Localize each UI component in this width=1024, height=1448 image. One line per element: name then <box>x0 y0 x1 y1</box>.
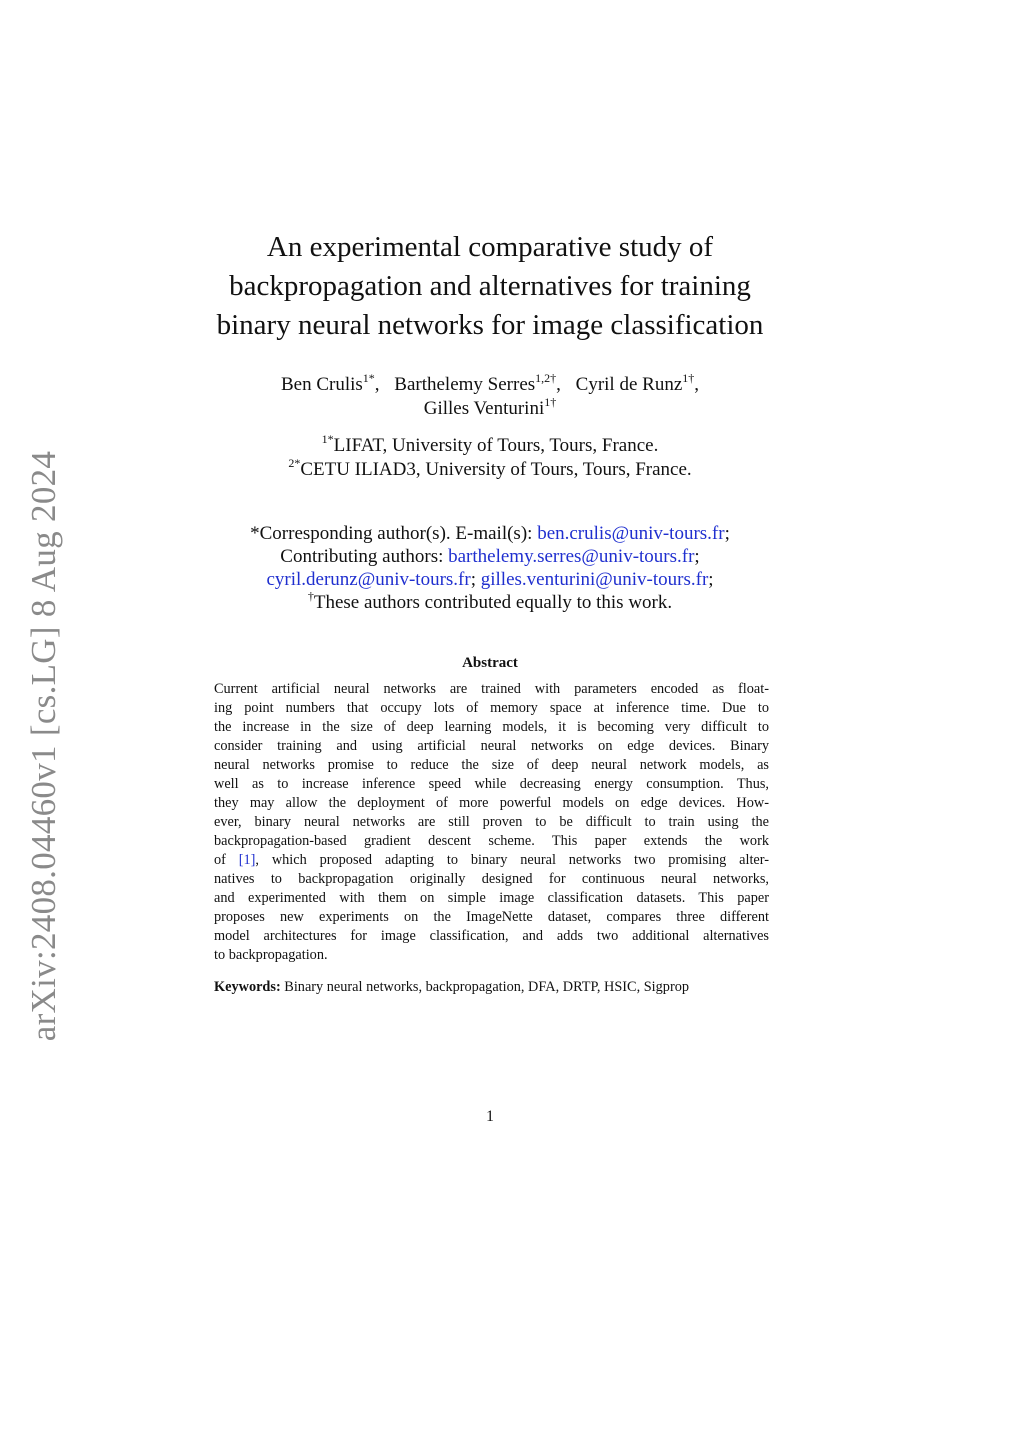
citation-link[interactable]: [1] <box>238 852 256 868</box>
citation-line-suffix: , which proposed adapting to binary neural networks two promising alter- <box>255 852 769 868</box>
abstract-line: ing point numbers that occupy lots of memory space at inference time. Due to <box>214 700 769 716</box>
abstract-line: neural networks promise to reduce the size of deep neural network models, as <box>214 757 769 773</box>
abstract-line: model architectures for image classification, and adds two additional alternatives <box>214 928 769 944</box>
author-name: Cyril de Runz <box>575 374 683 395</box>
contributing-email-link[interactable]: gilles.venturini@univ-tours.fr <box>480 569 709 590</box>
affiliation <box>190 431 790 458</box>
keywords <box>214 978 769 997</box>
affiliation <box>190 455 790 482</box>
abstract-line: well as to increase inference speed while decreasing energy consumption. Thus, <box>214 776 769 792</box>
title-line: An experimental comparative study of <box>266 231 714 263</box>
author-name: Barthelemy Serres <box>394 374 536 395</box>
affiliation-list <box>190 431 790 482</box>
abstract-line: and experimented with them on simple image classification datasets. This paper <box>214 890 769 906</box>
author <box>575 370 700 395</box>
contributing-email-link[interactable]: cyril.derunz@univ-tours.fr <box>266 569 471 590</box>
separator: ; <box>694 546 700 567</box>
separator: ; <box>470 569 481 590</box>
contributing-email-link[interactable]: barthelemy.serres@univ-tours.fr <box>448 546 695 567</box>
title-line: binary neural networks for image classification <box>216 309 764 341</box>
contributing-label: Contributing authors: <box>280 546 449 567</box>
affiliation-mark: 2* <box>288 455 301 470</box>
affiliation-mark: 1* <box>321 431 334 446</box>
affiliation-text: LIFAT, University of Tours, Tours, France. <box>333 435 659 456</box>
author-separator: , <box>374 374 380 395</box>
citation-line-prefix: of <box>214 852 239 868</box>
keywords-text: Binary neural networks, backpropagation, DFA, DRTP, HSIC, Sigprop <box>280 979 689 995</box>
corresponding-email-link[interactable]: ben.crulis@univ-tours.fr <box>537 523 725 544</box>
paper-title <box>190 228 790 345</box>
author-affiliation-mark: 1* <box>362 370 375 385</box>
abstract-line: ever, binary neural networks are still proven to be difficult to train using the <box>214 814 769 830</box>
author-contacts <box>190 522 790 614</box>
abstract-line: the increase in the size of deep learning models, it is becoming very difficult to <box>214 719 769 735</box>
author-name: Gilles Venturini <box>423 398 545 419</box>
author-separator: , <box>556 374 561 395</box>
keywords-label: Keywords: <box>214 979 281 995</box>
abstract-line: proposes new experiments on the ImageNette dataset, compares three different <box>214 909 769 925</box>
abstract-line: to backpropagation. <box>214 947 328 963</box>
author <box>394 370 561 395</box>
arxiv-identifier-stamp: arXiv:2408.04460v1 [cs.LG] 8 Aug 2024 <box>24 450 63 1042</box>
author-affiliation-mark: 1† <box>544 394 557 409</box>
separator: ; <box>708 569 714 590</box>
affiliation-text: CETU ILIAD3, University of Tours, Tours, France. <box>300 459 692 480</box>
author <box>423 394 557 419</box>
author-list <box>190 370 790 421</box>
corresponding-label: *Corresponding author(s). E-mail(s): <box>250 523 538 544</box>
abstract-heading: Abstract <box>462 655 518 671</box>
abstract-line: natives to backpropagation originally designed for continuous neural networks, <box>214 871 769 887</box>
abstract-line: backpropagation-based gradient descent scheme. This paper extends the work <box>214 833 769 849</box>
abstract-body <box>214 680 769 965</box>
author <box>280 370 380 395</box>
abstract-line: consider training and using artificial neural networks on edge devices. Binary <box>214 738 769 754</box>
equal-contribution-mark: † <box>307 588 314 603</box>
equal-contribution-note: These authors contributed equally to this work. <box>313 592 673 613</box>
abstract-line-with-citation <box>214 851 769 870</box>
author-separator: , <box>694 374 700 395</box>
author-affiliation-mark: 1† <box>682 370 695 385</box>
title-line: backpropagation and alternatives for training <box>229 270 751 302</box>
author-affiliation-mark: 1,2† <box>535 370 557 385</box>
abstract-line: they may allow the deployment of more powerful models on edge devices. How- <box>214 795 769 811</box>
abstract-line: Current artificial neural networks are trained with parameters encoded as float- <box>214 681 769 697</box>
author-name: Ben Crulis <box>280 374 363 395</box>
page-number: 1 <box>486 1108 494 1125</box>
separator: ; <box>724 523 730 544</box>
